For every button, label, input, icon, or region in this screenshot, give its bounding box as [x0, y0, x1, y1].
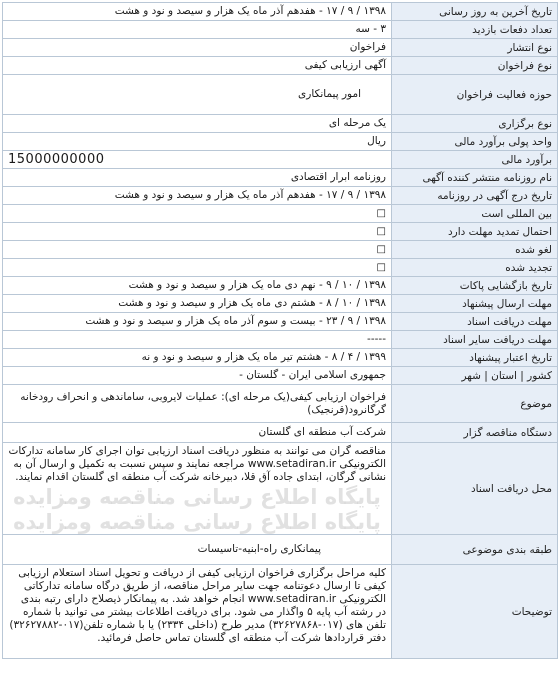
label-category: طبقه بندی موضوعی — [392, 535, 558, 565]
value-estimate: 15000000000 — [8, 151, 105, 167]
label-cancelled: لغو شده — [392, 241, 558, 259]
value-holding-type: یک مرحله ای — [3, 115, 392, 133]
value-category: پیمانکاری راه-ابنیه-تاسیسات — [3, 535, 392, 565]
label-notes: توضیحات — [392, 565, 558, 659]
value-notes: کلیه مراحل برگزاری فراخوان ارزیابی کیفی از دریافت و تحویل اسناد استعلام ارزیابی کیفی تا ارسال دعوتنامه جهت سایر مراحل مناقصه، از طریق درگاه سامانه تدارکاتی الکترونیکی www.setadiran.ir انجام خواهد شد. به پیمانکار ذیصلاح دارای رتبه بندی در رشته آب پایه ۵ واگذار می شود. برای دریافت اطلاعات بیشتر می توانید با شماره تلفن های (۰۱۷-۳۲۶۲۷۸۶۸) مدیر طرح (داخلی ۲۳۳۴) یا با شماره تلفن(۰۱۷-۳۲۶۲۷۸۸۲) دفتر قراردادها شرکت آب منطقه ای گلستان تماس حاصل فرمائید. — [3, 565, 392, 659]
label-other-deadline: مهلت دریافت سایر اسناد — [392, 331, 558, 349]
row-notes — [3, 565, 558, 659]
checkbox-renewed: □ — [376, 262, 386, 273]
label-estimate: برآورد مالی — [392, 151, 558, 169]
value-open-date: ۱۳۹۸ / ۱۰ / ۹ - نهم دی ماه یک هزار و سیصد و نود و هشت — [3, 277, 392, 295]
row-cancelled — [3, 241, 558, 259]
row-location — [3, 367, 558, 385]
label-doc-deadline: مهلت دریافت اسناد — [392, 313, 558, 331]
tender-details-table — [2, 2, 558, 659]
value-last-update: ۱۳۹۸ / ۹ / ۱۷ - هفدهم آذر ماه یک هزار و سیصد و نود و هشت — [3, 3, 392, 21]
label-currency: واحد پولی برآورد مالی — [392, 133, 558, 151]
row-activity — [3, 75, 558, 115]
label-subject: موضوع — [392, 385, 558, 423]
label-doc-place: محل دریافت اسناد — [392, 443, 558, 535]
value-newspaper: روزنامه ابرار اقتصادی — [3, 169, 392, 187]
label-call-type: نوع فراخوان — [392, 57, 558, 75]
label-open-date: تاریخ بازگشایی پاکات — [392, 277, 558, 295]
row-doc-deadline — [3, 313, 558, 331]
watermark-line-1: پایگاه اطلاع رسانی مناقصه ومزایده — [13, 485, 381, 509]
label-newspaper: نام روزنامه منتشر کننده آگهی — [392, 169, 558, 187]
row-send-deadline — [3, 295, 558, 313]
row-extension — [3, 223, 558, 241]
label-location: کشور | استان | شهر — [392, 367, 558, 385]
checkbox-international: □ — [376, 208, 386, 219]
value-visits: ۳ - سه — [3, 21, 392, 39]
value-activity: امور پیمانکاری — [3, 75, 392, 115]
row-newspaper — [3, 169, 558, 187]
watermark — [3, 485, 391, 535]
row-call-type — [3, 57, 558, 75]
value-subject: فراخوان ارزیابی کیفی(یک مرحله ای): عملیات لایروبی، ساماندهی و انحراف رودخانه گرگانرود(قرنجیک) — [3, 385, 392, 423]
label-pub-type: نوع انتشار — [392, 39, 558, 57]
row-last-update — [3, 3, 558, 21]
row-subject — [3, 385, 558, 423]
row-open-date — [3, 277, 558, 295]
label-international: بین المللی است — [392, 205, 558, 223]
row-estimate — [3, 151, 558, 169]
value-location: جمهوری اسلامی ایران - گلستان - — [3, 367, 392, 385]
value-currency: ریال — [3, 133, 392, 151]
label-validity: تاریخ اعتبار پیشنهاد — [392, 349, 558, 367]
label-last-update: تاریخ آخرین به روز رسانی — [392, 3, 558, 21]
value-call-type: آگهی ارزیابی کیفی — [3, 57, 392, 75]
row-organizer — [3, 423, 558, 443]
value-news-date: ۱۳۹۸ / ۹ / ۱۷ - هفدهم آذر ماه یک هزار و سیصد و نود و هشت — [3, 187, 392, 205]
value-validity: ۱۳۹۹ / ۴ / ۸ - هشتم تیر ماه یک هزار و سیصد و نود و نه — [3, 349, 392, 367]
row-category — [3, 535, 558, 565]
label-organizer: دستگاه مناقصه گزار — [392, 423, 558, 443]
row-news-date — [3, 187, 558, 205]
label-send-deadline: مهلت ارسال پیشنهاد — [392, 295, 558, 313]
label-holding-type: نوع برگزاری — [392, 115, 558, 133]
row-currency — [3, 133, 558, 151]
watermark-line-2: پایگاه اطلاع رسانی مناقصه ومزایده — [13, 510, 381, 534]
row-doc-place — [3, 443, 558, 535]
row-renewed — [3, 259, 558, 277]
row-validity — [3, 349, 558, 367]
label-extension: احتمال تمدید مهلت دارد — [392, 223, 558, 241]
row-other-deadline — [3, 331, 558, 349]
row-pub-type — [3, 39, 558, 57]
row-international — [3, 205, 558, 223]
value-organizer: شرکت آب منطقه ای گلستان — [3, 423, 392, 443]
value-send-deadline: ۱۳۹۸ / ۱۰ / ۸ - هشتم دی ماه یک هزار و سیصد و نود و هشت — [3, 295, 392, 313]
value-other-deadline: ----- — [3, 331, 392, 349]
value-doc-deadline: ۱۳۹۸ / ۹ / ۲۳ - بیست و سوم آذر ماه یک هزار و سیصد و نود و هشت — [3, 313, 392, 331]
row-holding-type — [3, 115, 558, 133]
value-doc-place: مناقصه گران می توانند به منظور دریافت اسناد ارزیابی توان اجرای کار سامانه تدارکات الکترونیکی www.setadiran.ir مراجعه نمایند و سپس نسبت به تکمیل و ارسال آن به نشانی گرگان، ابتدای جاده آق قلا، دبیرخانه شرکت آب منطقه ای گلستان اقدام نمایند. — [8, 445, 386, 483]
label-renewed: تجدید شده — [392, 259, 558, 277]
label-visits: تعداد دفعات بازدید — [392, 21, 558, 39]
checkbox-cancelled: □ — [376, 244, 386, 255]
checkbox-extension: □ — [376, 226, 386, 237]
label-news-date: تاریخ درج آگهی در روزنامه — [392, 187, 558, 205]
label-activity: حوزه فعالیت فراخوان — [392, 75, 558, 115]
row-visits — [3, 21, 558, 39]
value-pub-type: فراخوان — [3, 39, 392, 57]
